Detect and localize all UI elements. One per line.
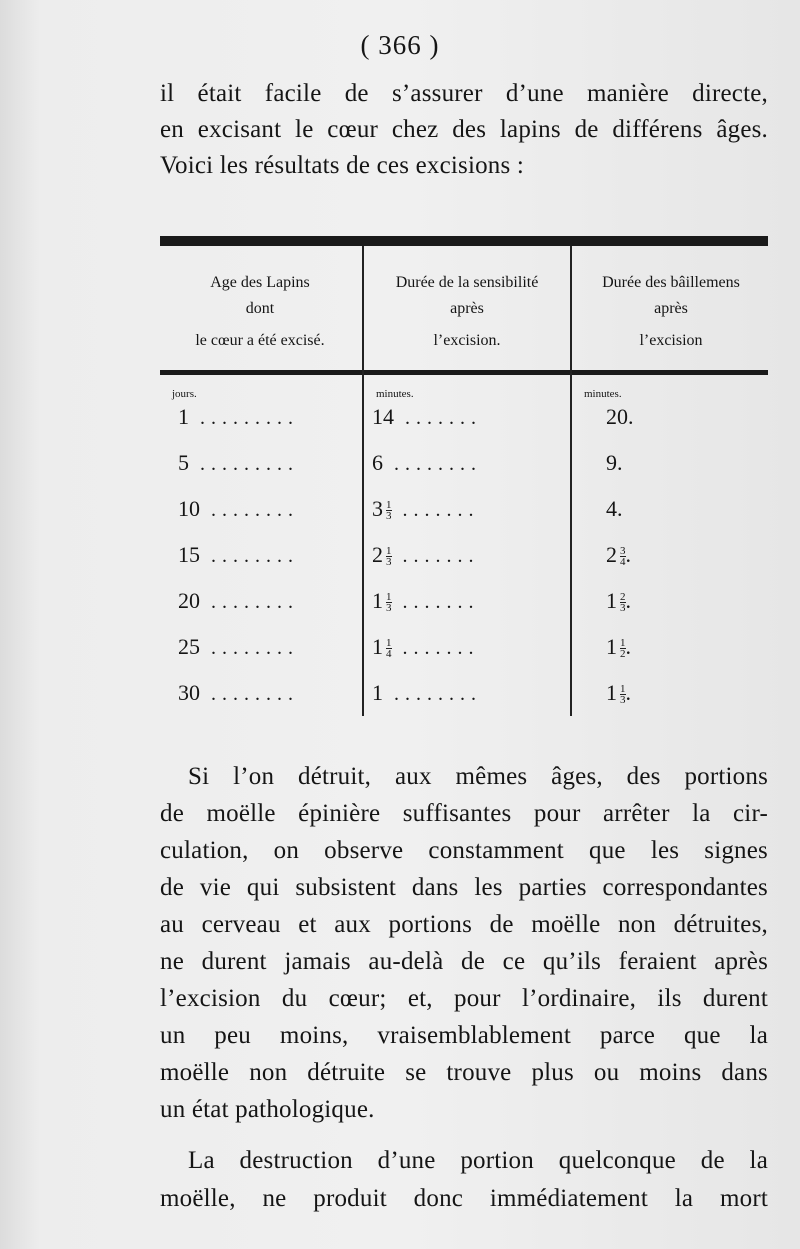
table-cell-sensibility: 3 $\frac{1}{3}$ ....... bbox=[372, 496, 480, 523]
table-cell-age: 5 ......... bbox=[178, 450, 299, 475]
table-cell-age: 30 ........ bbox=[178, 680, 299, 705]
unit-label: minutes. bbox=[584, 388, 622, 400]
table-cell-age: 20 ........ bbox=[178, 588, 299, 613]
table-cell-yawning: 20. bbox=[606, 404, 634, 429]
text-line: La destruction d’une portion quelconque de la bbox=[188, 1147, 768, 1174]
text-line: culation, on observe constamment que les signes bbox=[160, 837, 768, 864]
text-line: Voici les résultats de ces excisions : bbox=[160, 152, 525, 179]
fraction: $\frac{3}{4}$ bbox=[620, 545, 626, 569]
table-cell-yawning: 9. bbox=[606, 450, 623, 475]
text-line: Si l’on détruit, aux mêmes âges, des portions bbox=[188, 763, 768, 790]
page-number: ( 366 ) bbox=[360, 30, 440, 60]
unit-label: jours. bbox=[172, 388, 197, 400]
table-header-rule bbox=[160, 370, 768, 375]
fraction: $\frac{1}{3}$ bbox=[386, 591, 392, 615]
header-line: après bbox=[654, 300, 688, 317]
text-line: de moëlle épinière suffisantes pour arrêter la cir- bbox=[160, 800, 768, 827]
table-cell-yawning: 2 $\frac{3}{4}$ . bbox=[606, 542, 631, 569]
table-cell-sensibility: 1 ........ bbox=[372, 680, 482, 705]
table-cell-sensibility: 2 $\frac{1}{3}$ ....... bbox=[372, 542, 480, 569]
text-line: un peu moins, vraisemblablement parce que la bbox=[160, 1022, 768, 1049]
table-cell-yawning: 1 $\frac{1}{3}$ . bbox=[606, 680, 631, 707]
fraction: $\frac{1}{3}$ bbox=[386, 499, 392, 523]
table-cell-age: 10 ........ bbox=[178, 496, 299, 521]
body-paragraph bbox=[160, 758, 768, 1128]
header-line: le cœur a été excisé. bbox=[195, 332, 325, 349]
fraction: $\frac{1}{4}$ bbox=[386, 637, 392, 661]
header-line: après bbox=[450, 300, 484, 317]
column-header-sensibility bbox=[366, 270, 568, 354]
text-line: un état pathologique. bbox=[160, 1096, 375, 1123]
header-line: l’excision. bbox=[433, 332, 501, 349]
intro-paragraph bbox=[160, 76, 768, 184]
table-cell-age: 15 ........ bbox=[178, 542, 299, 567]
table-cell-age: 25 ........ bbox=[178, 634, 299, 659]
column-header-age bbox=[160, 270, 360, 354]
table-cell-sensibility: 1 $\frac{1}{4}$ ....... bbox=[372, 634, 480, 661]
text-line: de vie qui subsistent dans les parties correspondantes bbox=[160, 874, 768, 901]
closing-paragraph bbox=[160, 1142, 768, 1218]
table-cell-yawning: 4. bbox=[606, 496, 623, 521]
text-line: au cerveau et aux portions de moëlle non détruites, bbox=[160, 911, 768, 938]
header-line: Durée de la sensibilité bbox=[395, 274, 539, 291]
text-line: en excisant le cœur chez des lapins de différens âges. bbox=[160, 116, 768, 143]
text-line: moëlle non détruite se trouve plus ou moins dans bbox=[160, 1059, 768, 1086]
fraction: $\frac{2}{3}$ bbox=[620, 591, 626, 615]
table-cell-yawning: 1 $\frac{2}{3}$ . bbox=[606, 588, 631, 615]
header-line: Age des Lapins bbox=[210, 274, 310, 291]
fraction: $\frac{1}{3}$ bbox=[620, 683, 626, 707]
text-line: ne durent jamais au-delà de ce qu’ils feraient après bbox=[160, 948, 768, 975]
column-header-yawning bbox=[574, 270, 768, 354]
unit-label: minutes. bbox=[376, 388, 414, 400]
table-cell-yawning: 1 $\frac{1}{2}$ . bbox=[606, 634, 631, 661]
header-line: Durée des bâillemens bbox=[602, 274, 740, 291]
header-line: dont bbox=[245, 300, 275, 317]
table-top-rule bbox=[160, 236, 768, 246]
text-line: il était facile de s’assurer d’une manière directe, bbox=[160, 80, 768, 107]
column-divider bbox=[362, 246, 364, 716]
table-cell-age: 1 ......... bbox=[178, 404, 299, 429]
table-cell-sensibility: 1 $\frac{1}{3}$ ....... bbox=[372, 588, 480, 615]
table-cell-sensibility: 6 ........ bbox=[372, 450, 482, 475]
header-line: l’excision bbox=[639, 332, 703, 349]
text-line: l’excision du cœur; et, pour l’ordinaire, ils durent bbox=[160, 985, 768, 1012]
fraction: $\frac{1}{2}$ bbox=[620, 637, 626, 661]
text-line: moëlle, ne produit donc immédiatement la mort bbox=[160, 1185, 768, 1212]
fraction: $\frac{1}{3}$ bbox=[386, 545, 392, 569]
column-divider bbox=[570, 246, 572, 716]
table-cell-sensibility: 14 ....... bbox=[372, 404, 482, 429]
